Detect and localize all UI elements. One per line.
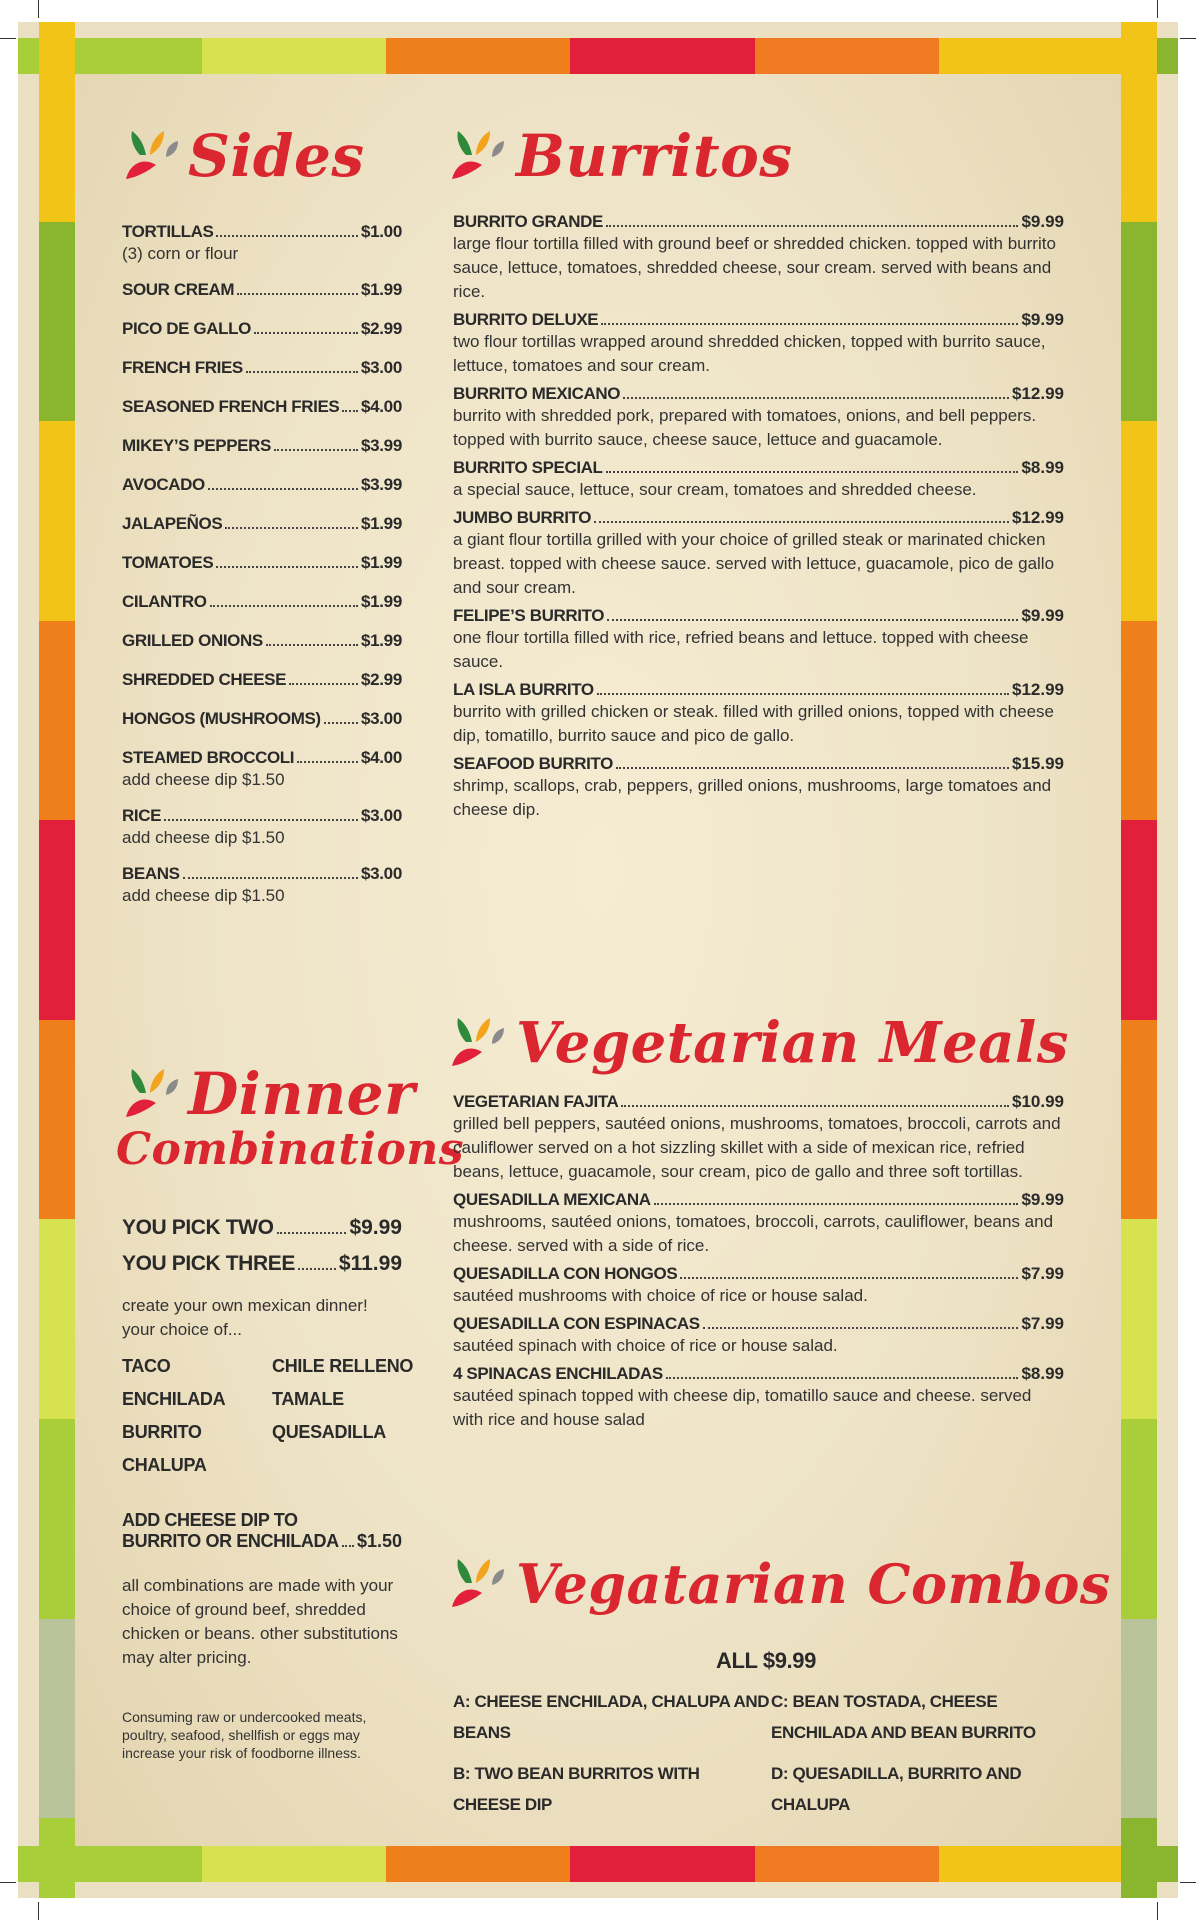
combo-item: A: CHEESE ENCHILADA, CHALUPA AND BEANS xyxy=(453,1692,770,1742)
burritos-entry xyxy=(453,508,1064,600)
pick-three-label: YOU PICK THREE xyxy=(122,1252,295,1275)
dinner-choice: TACO xyxy=(122,1356,171,1376)
vegetarian-entry-name: VEGETARIAN FAJITA xyxy=(453,1092,619,1111)
vegetarian-entry xyxy=(453,1092,1064,1184)
side-item xyxy=(122,806,402,850)
dot-leader xyxy=(597,693,1009,695)
addon-line2: BURRITO OR ENCHILADA xyxy=(122,1531,339,1551)
dot-leader xyxy=(606,471,1019,473)
burritos-entry-price: $9.99 xyxy=(1021,212,1064,231)
vegetarian-entry-price: $7.99 xyxy=(1021,1264,1064,1283)
dot-leader xyxy=(703,1327,1019,1329)
side-item xyxy=(122,709,402,729)
dot-leader xyxy=(164,819,358,821)
dinner-choice: CHILE RELLENO xyxy=(272,1356,414,1376)
side-item-note: add cheese dip $1.50 xyxy=(122,886,285,905)
dinner-choice: BURRITO xyxy=(122,1422,202,1442)
side-item xyxy=(122,436,402,456)
side-item-name: PICO DE GALLO xyxy=(122,319,251,338)
burritos-entry-desc: large flour tortilla filled with ground beef or shredded chicken. topped with burrito sauce, lettuce, tomatoes, shredded cheese, sour cream. served with beans and rice. xyxy=(453,234,1056,301)
dot-leader xyxy=(607,619,1018,621)
vegetarian-heading xyxy=(446,1010,1069,1076)
side-item xyxy=(122,631,402,651)
burritos-entry-name: BURRITO SPECIAL xyxy=(453,458,603,477)
burritos-entry-desc: shrimp, scallops, crab, peppers, grilled onions, mushrooms, large tomatoes and cheese dip. xyxy=(453,776,1052,819)
dinner-choice xyxy=(272,1455,422,1476)
burritos-entry-desc: a special sauce, lettuce, sour cream, tomatoes and shredded cheese. xyxy=(453,480,977,499)
dot-leader xyxy=(254,332,358,334)
burritos-entry-price: $15.99 xyxy=(1012,754,1064,773)
side-item xyxy=(122,670,402,690)
burritos-entry-price: $9.99 xyxy=(1021,606,1064,625)
burritos-title: Burritos xyxy=(516,122,793,190)
vegetarian-entry-name: QUESADILLA CON ESPINACAS xyxy=(453,1314,700,1333)
pepper-leaf-icon xyxy=(446,125,508,187)
side-item-name: FRENCH FRIES xyxy=(122,358,243,377)
burritos-entry-row xyxy=(453,680,1064,700)
burritos-entry-row xyxy=(453,212,1064,232)
pepper-leaf-icon xyxy=(120,1063,182,1125)
burritos-entry-desc: two flour tortillas wrapped around shredded chicken, topped with burrito sauce, lettuce, tomatoes and sour cream. xyxy=(453,332,1046,375)
vegetarian-entry-desc: sautéed spinach topped with cheese dip, tomatillo sauce and cheese. served with rice and house salad xyxy=(453,1386,1032,1429)
burritos-entry-name: BURRITO DELUXE xyxy=(453,310,599,329)
burritos-entry-desc: a giant flour tortilla grilled with your choice of grilled steak or marinated chicken breast. topped with cheese sauce. served with lettuce, guacamole, pico de gallo and sour cream. xyxy=(453,530,1055,597)
side-item-name: TORTILLAS xyxy=(122,222,214,241)
burritos-entry-price: $12.99 xyxy=(1012,508,1064,527)
side-item-row xyxy=(122,631,402,651)
dot-leader xyxy=(274,449,358,451)
vegetarian-entry-name: QUESADILLA CON HONGOS xyxy=(453,1264,678,1283)
vegetarian-entry-desc: grilled bell peppers, sautéed onions, mushrooms, tomatoes, broccoli, carrots and cauliflower served on a hot sizzling skillet with a side of mexican rice, refried beans, lettuce, guacamole, sour cream, pico de gallo and three soft tortillas. xyxy=(453,1114,1061,1181)
burritos-entry-name: FELIPE’S BURRITO xyxy=(453,606,605,625)
side-item-row xyxy=(122,709,402,729)
side-item xyxy=(122,592,402,612)
side-item-name: GRILLED ONIONS xyxy=(122,631,263,650)
burritos-entry-row xyxy=(453,508,1064,528)
vegetarian-entry-name: 4 SPINACAS ENCHILADAS xyxy=(453,1364,663,1383)
vegetarian-entry-row xyxy=(453,1314,1064,1334)
crop-mark xyxy=(1180,1882,1196,1883)
addon-price: $1.50 xyxy=(356,1531,402,1551)
dot-leader xyxy=(246,371,358,373)
side-item-price: $2.99 xyxy=(360,319,402,338)
pick-two-row xyxy=(122,1216,402,1240)
side-item-price: $1.00 xyxy=(360,222,402,241)
burritos-entry-name: JUMBO BURRITO xyxy=(453,508,592,527)
vegetarian-entry-row xyxy=(453,1092,1064,1112)
burritos-entry-name: BURRITO MEXICANO xyxy=(453,384,621,403)
burritos-entry-row xyxy=(453,458,1064,478)
pepper-leaf-icon xyxy=(446,1553,508,1615)
dot-leader xyxy=(594,521,1009,523)
side-item-row xyxy=(122,436,402,456)
dot-leader xyxy=(606,225,1019,227)
dot-leader xyxy=(208,488,358,490)
side-item xyxy=(122,222,402,266)
burritos-entry-row xyxy=(453,754,1064,774)
side-item-price: $1.99 xyxy=(360,553,402,572)
dot-leader xyxy=(210,605,358,607)
combos-heading xyxy=(446,1552,1111,1616)
side-item-row xyxy=(122,592,402,612)
vegetarian-entry-desc: sautéed mushrooms with choice of rice or house salad. xyxy=(453,1286,868,1305)
dot-leader xyxy=(266,644,358,646)
dinner-choice: CHALUPA xyxy=(122,1455,207,1475)
dinner-choices xyxy=(122,1356,414,1476)
burritos-entry xyxy=(453,680,1064,748)
dot-leader xyxy=(654,1203,1019,1205)
right-color-band xyxy=(1121,22,1157,1898)
combos-all-price: ALL $9.99 xyxy=(716,1648,816,1673)
dot-leader xyxy=(623,397,1009,399)
crop-mark xyxy=(1157,0,1158,18)
side-item xyxy=(122,475,402,495)
pick-three-row xyxy=(122,1252,402,1276)
side-item-note: (3) corn or flour xyxy=(122,244,239,263)
pepper-leaf-icon xyxy=(120,125,182,187)
vegetarian-list xyxy=(453,1092,1064,1438)
dinner-choice: QUESADILLA xyxy=(272,1422,387,1442)
side-item-row xyxy=(122,553,402,573)
side-item-row xyxy=(122,222,402,242)
top-color-band xyxy=(18,38,1178,74)
burritos-entry-price: $12.99 xyxy=(1012,384,1064,403)
combination-note: all combinations are made with your choice of ground beef, shredded chicken or beans. other substitutions may alter pricing. xyxy=(122,1576,398,1667)
pick-two-label: YOU PICK TWO xyxy=(122,1216,274,1239)
combos-list xyxy=(453,1686,1064,1820)
side-item-price: $3.00 xyxy=(360,358,402,377)
side-item-row xyxy=(122,319,402,339)
dinner-intro: create your own mexican dinner! your choice of... xyxy=(122,1296,368,1339)
pick-two-price: $9.99 xyxy=(349,1216,402,1239)
cheese-dip-addon xyxy=(122,1510,402,1552)
crop-mark xyxy=(38,1902,39,1920)
side-item-name: MIKEY’S PEPPERS xyxy=(122,436,271,455)
side-item xyxy=(122,358,402,378)
foodborne-disclaimer: Consuming raw or undercooked meats, poultry, seafood, shellfish or eggs may increase your risk of foodborne illness. xyxy=(122,1709,367,1761)
side-item-price: $4.00 xyxy=(360,748,402,767)
dot-leader xyxy=(216,235,357,237)
sides-heading xyxy=(120,122,365,190)
vegetarian-entry-desc: sautéed spinach with choice of rice or house salad. xyxy=(453,1336,838,1355)
combos-title: Vegatarian Combos xyxy=(516,1552,1111,1616)
sides-title: Sides xyxy=(188,122,365,190)
burritos-entry-row xyxy=(453,310,1064,330)
crop-mark xyxy=(38,0,39,18)
dinner-block xyxy=(122,1216,414,1762)
dinner-choice: TAMALE xyxy=(272,1389,344,1409)
dot-leader xyxy=(342,410,358,412)
crop-mark xyxy=(1157,1902,1158,1920)
pepper-leaf-icon xyxy=(446,1012,508,1074)
burritos-entry xyxy=(453,458,1064,502)
side-item xyxy=(122,280,402,300)
dot-leader xyxy=(601,323,1018,325)
side-item-row xyxy=(122,475,402,495)
burritos-entry-name: BURRITO GRANDE xyxy=(453,212,603,231)
vegetarian-entry-row xyxy=(453,1190,1064,1210)
burritos-entry-desc: one flour tortilla filled with rice, refried beans and lettuce. topped with cheese sauce. xyxy=(453,628,1029,671)
dinner-heading xyxy=(116,1060,465,1175)
burritos-entry-name: SEAFOOD BURRITO xyxy=(453,754,613,773)
dot-leader xyxy=(237,293,358,295)
side-item-price: $1.99 xyxy=(360,280,402,299)
side-item-price: $3.00 xyxy=(360,709,402,728)
side-item-name: STEAMED BROCCOLI xyxy=(122,748,295,767)
combo-item: D: QUESADILLA, BURRITO AND CHALUPA xyxy=(771,1764,1022,1814)
side-item-note: add cheese dip $1.50 xyxy=(122,828,285,847)
side-item-price: $4.00 xyxy=(360,397,402,416)
crop-mark xyxy=(0,1882,16,1883)
side-item xyxy=(122,397,402,417)
dot-leader xyxy=(666,1377,1019,1379)
vegetarian-entry-desc: mushrooms, sautéed onions, tomatoes, broccoli, carrots, cauliflower, beans and cheese. served with a side of rice. xyxy=(453,1212,1054,1255)
side-item xyxy=(122,864,402,908)
side-item-price: $3.00 xyxy=(360,864,402,883)
vegetarian-entry-price: $7.99 xyxy=(1021,1314,1064,1333)
crop-mark xyxy=(1180,38,1196,39)
sides-list xyxy=(122,222,402,922)
side-item-price: $1.99 xyxy=(360,631,402,650)
side-item-name: CILANTRO xyxy=(122,592,207,611)
side-item-row xyxy=(122,514,402,534)
vegetarian-entry-row xyxy=(453,1264,1064,1284)
dot-leader xyxy=(621,1105,1009,1107)
burritos-entry-name: LA ISLA BURRITO xyxy=(453,680,594,699)
side-item-name: SHREDDED CHEESE xyxy=(122,670,287,689)
side-item xyxy=(122,553,402,573)
vegetarian-entry xyxy=(453,1314,1064,1358)
side-item-name: HONGOS (MUSHROOMS) xyxy=(122,709,321,728)
side-item-row xyxy=(122,280,402,300)
dot-leader xyxy=(616,767,1009,769)
vegetarian-entry-price: $9.99 xyxy=(1021,1190,1064,1209)
vegetarian-entry-price: $8.99 xyxy=(1021,1364,1064,1383)
side-item-name: AVOCADO xyxy=(122,475,205,494)
side-item-name: SEASONED FRENCH FRIES xyxy=(122,397,340,416)
burritos-entry xyxy=(453,606,1064,674)
burritos-entry-row xyxy=(453,384,1064,404)
side-item-price: $3.99 xyxy=(360,436,402,455)
side-item-price: $3.00 xyxy=(360,806,402,825)
side-item-row xyxy=(122,748,402,768)
side-item-name: TOMATOES xyxy=(122,553,214,572)
addon-line1: ADD CHEESE DIP TO xyxy=(122,1510,298,1530)
dot-leader xyxy=(324,722,358,724)
dot-leader xyxy=(297,761,358,763)
side-item-price: $1.99 xyxy=(360,592,402,611)
dinner-title: Dinner xyxy=(188,1060,416,1128)
crop-mark xyxy=(0,38,16,39)
side-item-note: add cheese dip $1.50 xyxy=(122,770,285,789)
left-color-band xyxy=(39,22,75,1898)
side-item-name: JALAPEÑOS xyxy=(122,514,223,533)
side-item-row xyxy=(122,358,402,378)
vegetarian-entry-price: $10.99 xyxy=(1012,1092,1064,1111)
dot-leader xyxy=(183,877,358,879)
side-item-price: $3.99 xyxy=(360,475,402,494)
vegetarian-title: Vegetarian Meals xyxy=(516,1010,1069,1076)
side-item-price: $1.99 xyxy=(360,514,402,533)
burritos-list xyxy=(453,212,1064,828)
side-item xyxy=(122,748,402,792)
side-item-row xyxy=(122,864,402,884)
combo-item: C: BEAN TOSTADA, CHEESE ENCHILADA AND BEAN BURRITO xyxy=(771,1692,1036,1742)
burritos-entry xyxy=(453,310,1064,378)
side-item-name: BEANS xyxy=(122,864,180,883)
side-item-row xyxy=(122,806,402,826)
side-item-price: $2.99 xyxy=(360,670,402,689)
dinner-choice: ENCHILADA xyxy=(122,1389,226,1409)
burritos-entry-desc: burrito with grilled chicken or steak. filled with grilled onions, topped with cheese dip, tomatillo, burrito sauce and pico de gallo. xyxy=(453,702,1054,745)
burritos-entry-row xyxy=(453,606,1064,626)
dot-leader xyxy=(289,683,358,685)
dinner-title-line2: Combinations xyxy=(116,1124,465,1175)
pick-three-price: $11.99 xyxy=(338,1252,402,1275)
dot-leader xyxy=(216,566,358,568)
vegetarian-entry xyxy=(453,1264,1064,1308)
burritos-entry-price: $8.99 xyxy=(1021,458,1064,477)
burritos-entry xyxy=(453,212,1064,304)
combo-item: B: TWO BEAN BURRITOS WITH CHEESE DIP xyxy=(453,1764,700,1814)
bottom-color-band xyxy=(18,1846,1178,1882)
side-item-row xyxy=(122,397,402,417)
vegetarian-entry xyxy=(453,1190,1064,1258)
vegetarian-entry-row xyxy=(453,1364,1064,1384)
side-item xyxy=(122,319,402,339)
burritos-entry-price: $9.99 xyxy=(1021,310,1064,329)
burritos-entry xyxy=(453,384,1064,452)
side-item-name: RICE xyxy=(122,806,162,825)
dot-leader xyxy=(225,527,358,529)
dot-leader xyxy=(680,1277,1018,1279)
vegetarian-entry-name: QUESADILLA MEXICANA xyxy=(453,1190,651,1209)
side-item-name: SOUR CREAM xyxy=(122,280,235,299)
side-item xyxy=(122,514,402,534)
side-item-row xyxy=(122,670,402,690)
burritos-entry-desc: burrito with shredded pork, prepared with tomatoes, onions, and bell peppers. topped with burrito sauce, cheese sauce, lettuce and guacamole. xyxy=(453,406,1037,449)
burritos-heading xyxy=(446,122,792,190)
vegetarian-entry xyxy=(453,1364,1064,1432)
burritos-entry xyxy=(453,754,1064,822)
burritos-entry-price: $12.99 xyxy=(1012,680,1064,699)
